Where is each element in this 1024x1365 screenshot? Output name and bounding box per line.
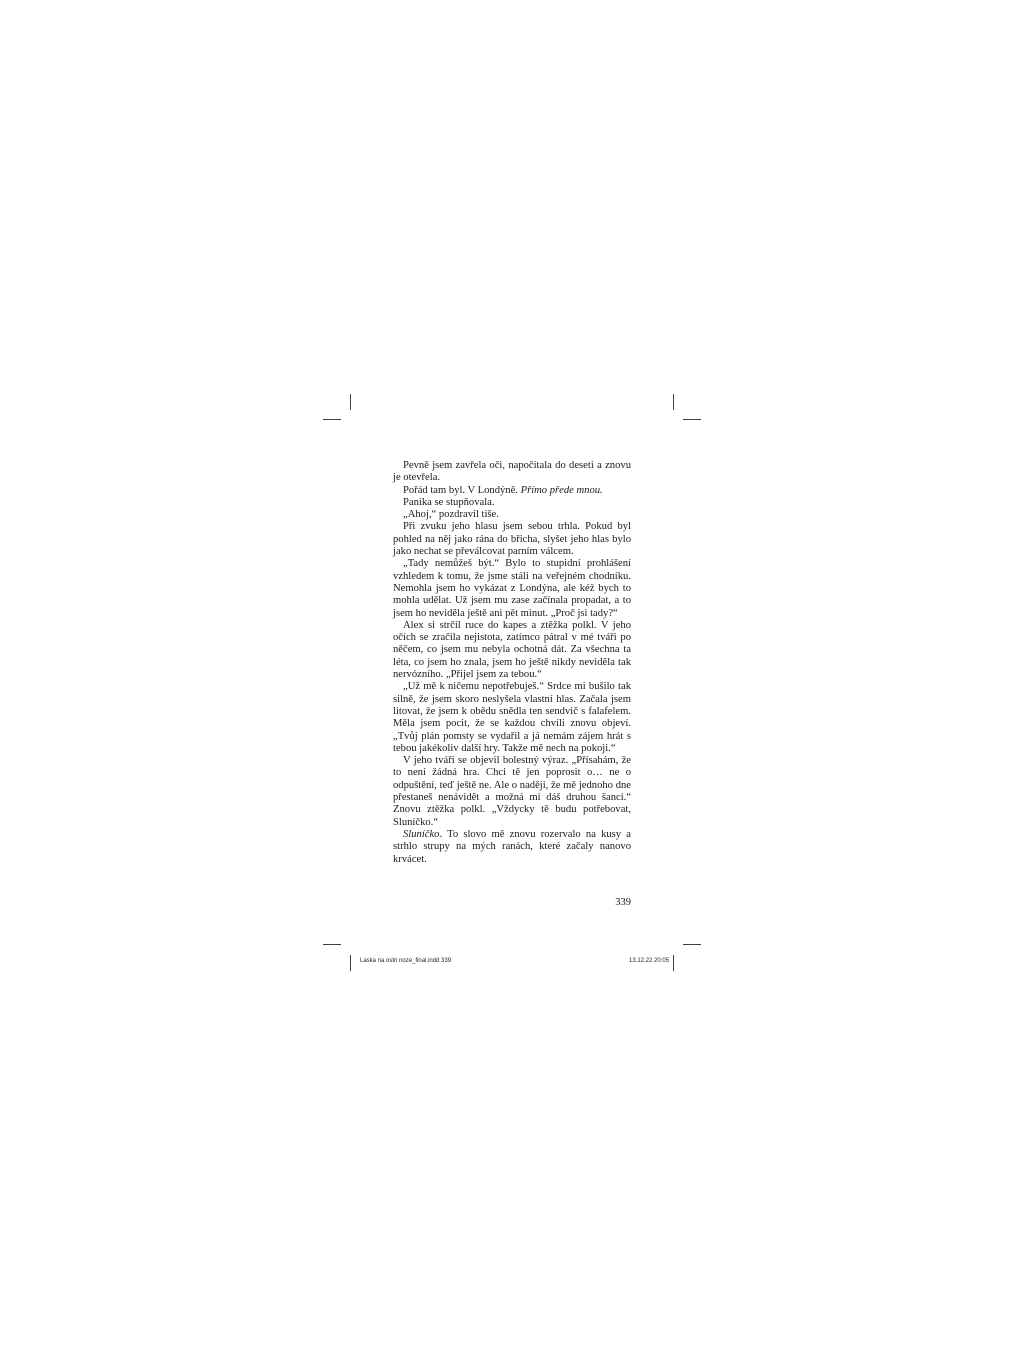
body-text <box>393 460 631 866</box>
paragraph <box>393 681 631 755</box>
text-run: „Tady nemůžeš být.“ Bylo to stupidní prohlášení vzhledem k tomu, že jsme stáli na veřejném chodníku. Nemohla jsem ho vykázat z Londýna, ale kéž bych to mohla udělat. Už jsem mu zase začínala propadat, a to jsem ho neviděla ještě ani pět minut. „Proč jsi tady?“ <box>393 558 631 619</box>
text-run: . To slovo mě znovu rozervalo na kusy a strhlo strupy na mých ranách, které začaly nanovo krvácet. <box>393 828 631 865</box>
crop-mark-top-left-h <box>323 419 341 420</box>
text-run: Pořád tam byl. V Londýně. <box>403 484 521 496</box>
slug-filename: Laska na ostri noze_final.indd 339 <box>360 958 452 964</box>
text-run: Pevně jsem zavřela oči, napočítala do deseti a znovu je otevřela. <box>393 460 631 484</box>
crop-mark-top-right-h <box>683 419 701 420</box>
crop-mark-bottom-right-h <box>683 944 701 945</box>
paragraph <box>393 497 631 509</box>
paragraph <box>393 509 631 521</box>
crop-mark-top-right <box>673 394 674 410</box>
paragraph <box>393 755 631 829</box>
paragraph <box>393 620 631 681</box>
crop-mark-bottom-left-h <box>323 944 341 945</box>
text-run: „Už mě k ničemu nepotřebuješ.“ Srdce mi bušilo tak silně, že jsem skoro neslyšela vlastní hlas. Začala jsem litovat, že jsem k obědu snědla ten sendvič s falafelem. Měla jsem pocit, že se každou chvíli znovu objeví. „Tvůj plán pomsty se vydařil a já nemám zájem hrát s tebou jakékoliv další hry. Takže mě nech na pokoji.“ <box>393 681 631 754</box>
text-run: Při zvuku jeho hlasu jsem sebou trhla. Pokud byl pohled na něj jako rána do břicha, slyšet jeho hlas bylo jako nechat se převálcovat parním válcem. <box>393 521 631 558</box>
text-run: V jeho tváři se objevil bolestný výraz. „Přísahám, že to není žádná hra. Chci tě jen poprosit o… ne o odpuštění, teď ještě ne. Ale o naději, že mě jednoho dne přestaneš nenávidět a možná mi dáš druhou šanci.“ Znovu ztěžka polkl. „Vždycky tě budu potřebovat, Sluníčko.“ <box>393 755 631 828</box>
paragraph <box>393 485 631 497</box>
italic-text: Sluníčko <box>403 828 440 840</box>
crop-mark-bottom-left <box>350 955 351 971</box>
text-run: „Ahoj,“ pozdravil tiše. <box>403 509 499 521</box>
italic-text: Přímo přede mnou. <box>520 484 603 496</box>
text-run: Alex si strčil ruce do kapes a ztěžka polkl. V jeho očích se zračila nejistota, zatímco pátral v mé tváři po něčem, co jsem mu nebyla ochotná dát. Za všechna ta léta, co jsem ho znala, jsem ho ještě nikdy neviděla tak nervózního. „Přijel jsem za tebou.“ <box>393 619 631 681</box>
page-number: 339 <box>615 897 631 908</box>
paragraph <box>393 460 631 485</box>
paragraph <box>393 521 631 558</box>
text-run: Panika se stupňovala. <box>403 496 495 508</box>
slug-timestamp: 13.12.22 20:05 <box>629 958 670 964</box>
crop-mark-bottom-right <box>673 955 674 971</box>
paragraph <box>393 829 631 866</box>
paragraph <box>393 558 631 619</box>
crop-mark-top-left <box>350 394 351 410</box>
